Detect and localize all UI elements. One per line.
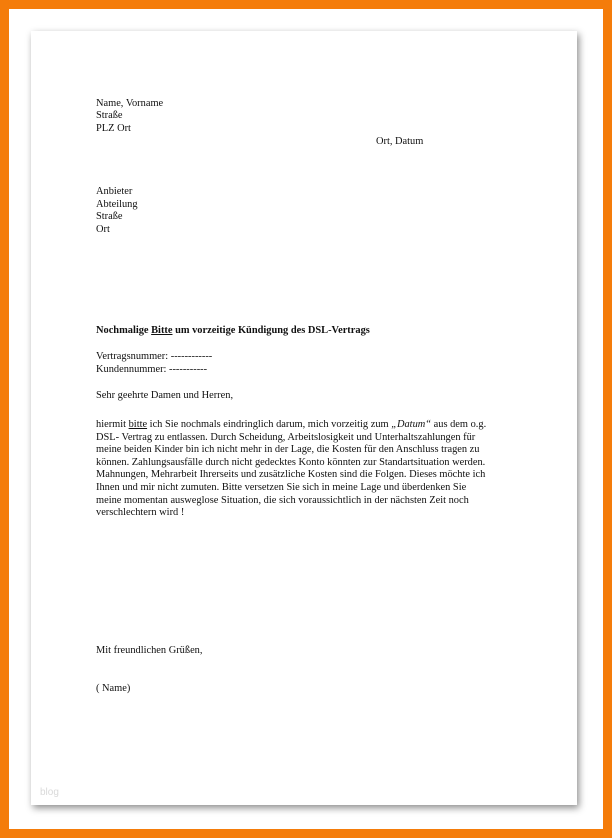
body-line: meine momentan ausweglose Situation, die sich voraussichtlich in der nächsten Zeit noch: [96, 494, 469, 506]
body-text: ich Sie nochmals eindringlich darum, mich vorzeitig zum: [147, 419, 392, 430]
closing: Mit freundlichen Grüßen,: [96, 645, 203, 656]
subject-part: um vorzeitige Kündigung des DSL-Vertrags: [172, 325, 370, 336]
body-date-placeholder: „Datum“: [391, 419, 432, 430]
body-line: Mahnungen, Mehrarbeit Ihrerseits und zusätzliche Kosten sind die Folgen. Dieses möchte ich: [96, 469, 486, 481]
watermark: blog: [40, 787, 59, 798]
salutation: Sehr geehrte Damen und Herren,: [96, 390, 234, 401]
recipient-provider: Anbieter: [96, 186, 133, 197]
body-paragraph: [96, 419, 516, 520]
customer-number: Kundennummer: -----------: [96, 364, 208, 375]
letter-subject: [96, 325, 370, 338]
sender-name: Name, Vorname: [96, 98, 164, 109]
body-line: DSL- Vertrag zu entlassen. Durch Scheidung, Arbeitslosigkeit und Unterhaltszahlungen für: [96, 431, 476, 443]
body-line: [96, 419, 516, 432]
body-line: verschlechtern wird !: [96, 507, 185, 519]
signature: ( Name): [96, 683, 131, 694]
contract-number: Vertragsnummer: ------------: [96, 351, 213, 362]
recipient-city: Ort: [96, 224, 110, 235]
sender-city: PLZ Ort: [96, 123, 131, 134]
subject-part: Nochmalige: [96, 325, 152, 336]
body-line: Ihnen und mir nicht zumuten. Bitte versetzen Sie sich in meine Lage und überdenken Sie: [96, 481, 467, 493]
body-text: hiermit: [96, 419, 129, 430]
recipient-department: Abteilung: [96, 199, 138, 210]
subject-underlined-word: Bitte: [151, 325, 173, 336]
sender-street: Straße: [96, 110, 123, 121]
body-line: meine beiden Kinder bin ich nicht mehr in der Lage, die Kosten für den Anschluss tragen zu: [96, 444, 480, 456]
recipient-street: Straße: [96, 211, 123, 222]
body-underlined-word: bitte: [128, 419, 148, 430]
place-date: Ort, Datum: [376, 136, 424, 147]
body-line: können. Zahlungsausfälle durch nicht gedecktes Konto könnten zur Standartsituation werden.: [96, 456, 486, 468]
body-text: aus dem o.g.: [431, 419, 487, 430]
